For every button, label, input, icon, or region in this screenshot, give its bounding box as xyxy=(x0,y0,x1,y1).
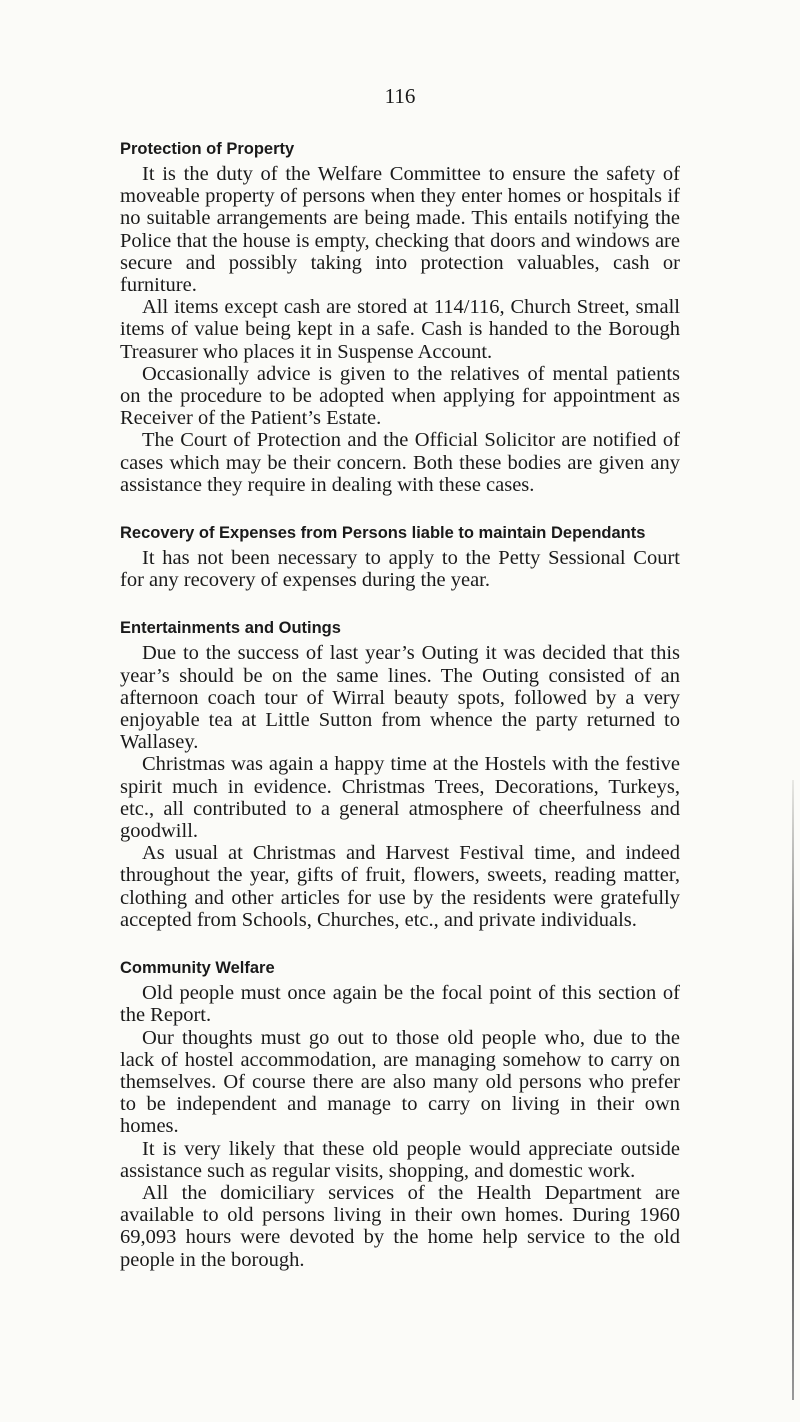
paragraph: All the domiciliary services of the Health Department are available to old persons living in their own homes. During 1960 69,093 hours were devoted by the home help service to the old people in the borough. xyxy=(120,1181,680,1271)
section-recovery-of-expenses xyxy=(120,522,680,591)
paragraph: It is the duty of the Welfare Committee to ensure the safety of moveable property of persons when they enter homes or hospitals if no suitable arrangements are being made. This entails notifying the Police that the house is empty, checking that doors and windows are secure and possibly taking into protection valuables, cash or furniture. xyxy=(120,163,680,297)
section-community-welfare xyxy=(120,957,680,1271)
paragraph: Christmas was again a happy time at the Hostels with the festive spirit much in evidence. Christmas Trees, Decorations, Turkeys, etc., all contributed to a general atmosphere of cheerfulness and goodwill. xyxy=(120,753,680,843)
paragraph: Occasionally advice is given to the relatives of mental patients on the procedure to be adopted when applying for appointment as Receiver of the Patient’s Estate. xyxy=(120,362,680,430)
page-content xyxy=(120,138,680,1271)
section-heading: Recovery of Expenses from Persons liable to maintain Dependants xyxy=(120,524,646,543)
paragraph: Due to the success of last year’s Outing it was decided that this year’s should be on the same lines. The Outing consisted of an afternoon coach tour of Wirral beauty spots, followed by a very enjoyable tea at Little Sutton from whence the party returned to Wallasey. xyxy=(120,642,680,754)
paragraph: It is very likely that these old people would appreciate outside assistance such as regular visits, shopping, and domestic work. xyxy=(120,1137,680,1182)
paragraph: Our thoughts must go out to those old people who, due to the lack of hostel accommodation, are managing somehow to carry on themselves. Of course there are also many old persons who prefer to be independent and manage to carry on living in their own homes. xyxy=(120,1026,680,1138)
section-heading: Entertainments and Outings xyxy=(120,619,341,638)
page-edge-shadow xyxy=(792,780,794,1400)
paragraph: It has not been necessary to apply to the Petty Sessional Court for any recovery of expenses during the year. xyxy=(120,547,680,592)
paragraph: As usual at Christmas and Harvest Festival time, and indeed throughout the year, gifts of fruit, flowers, sweets, reading matter, clothing and other articles for use by the residents were gratefully accepted from Schools, Churches, etc., and private individuals. xyxy=(120,842,680,931)
paragraph: The Court of Protection and the Official Solicitor are notified of cases which may be their concern. Both these bodies are given any assistance they require in dealing with these cases. xyxy=(120,429,680,496)
section-entertainments-and-outings xyxy=(120,617,680,931)
section-heading: Protection of Property xyxy=(120,140,295,158)
page-number: 116 xyxy=(384,84,416,108)
paragraph: Old people must once again be the focal point of this section of the Report. xyxy=(120,982,680,1027)
paragraph: All items except cash are stored at 114/116, Church Street, small items of value being kept in a safe. Cash is handed to the Borough Treasurer who places it in Suspense Account. xyxy=(120,296,680,363)
section-protection-of-property xyxy=(120,138,680,496)
section-heading: Community Welfare xyxy=(120,959,275,978)
